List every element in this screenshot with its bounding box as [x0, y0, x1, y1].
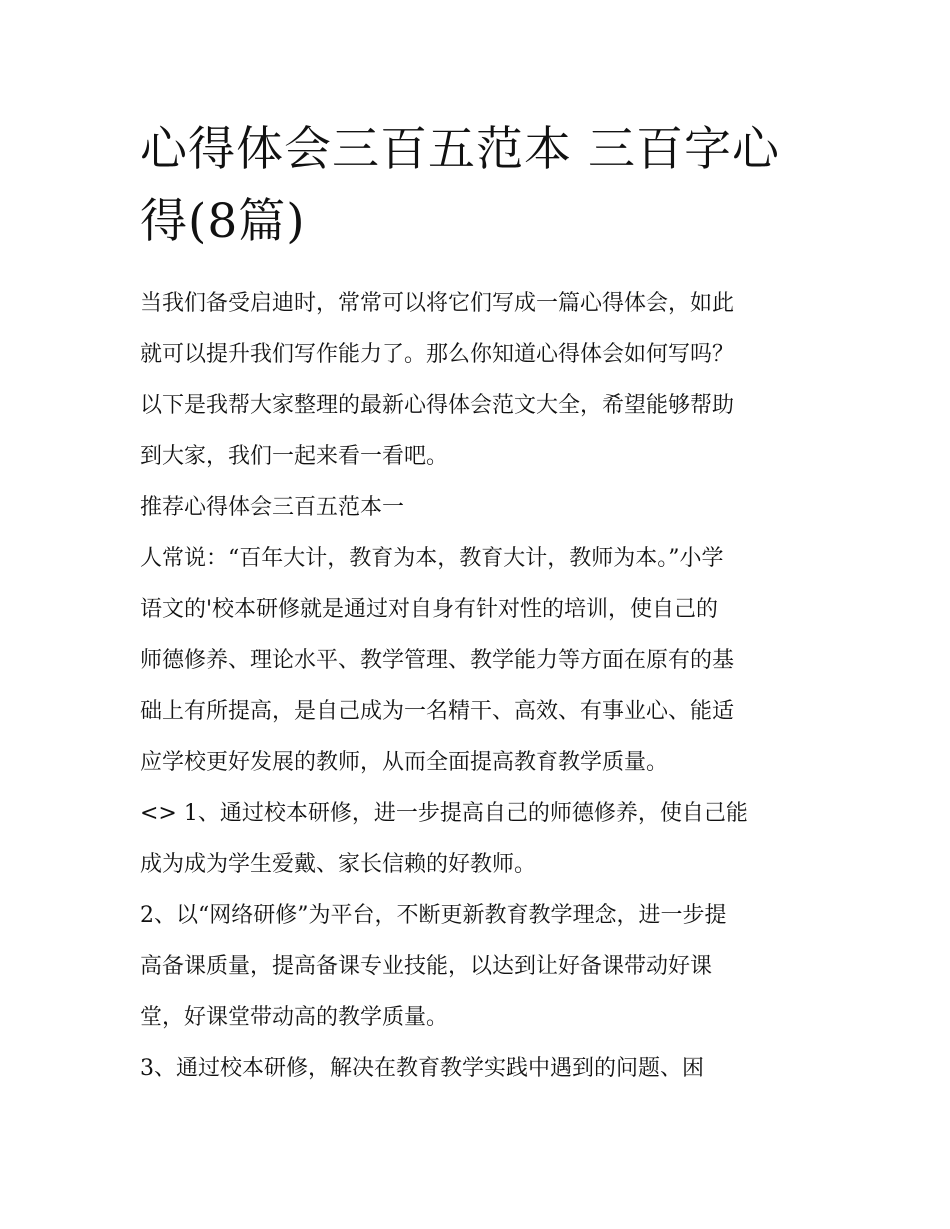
intro-paragraph [140, 278, 815, 482]
text-line: 础上有所提高，是自己成为一名精干、高效、有事业心、能适 [140, 699, 735, 724]
text-line: 就可以提升我们写作能力了。那么你知道心得体会如何写吗？ [140, 342, 735, 367]
body-paragraph [140, 533, 815, 788]
text-line: 语文的'校本研修就是通过对自身有针对性的培训，使自己的 [140, 597, 719, 622]
list-item [140, 788, 815, 890]
text-line: 人常说：“百年大计，教育为本，教育大计，教师为本。”小学 [140, 546, 724, 571]
document-title [140, 114, 815, 258]
text-line: 推荐心得体会三百五范本一 [140, 495, 405, 520]
title-line: 心得体会三百五范本 三百字心 [140, 122, 780, 177]
text-line: <> 1、通过校本研修，进一步提高自己的师德修养，使自己能 [140, 801, 748, 826]
text-line: 应学校更好发展的教师，从而全面提高教育教学质量。 [140, 750, 669, 775]
document-page [140, 114, 815, 1094]
section-heading [140, 482, 815, 533]
list-item [140, 1043, 815, 1094]
text-line: 师德修养、理论水平、教学管理、教学能力等方面在原有的基 [140, 648, 735, 673]
text-line: 高备课质量，提高备课专业技能，以达到让好备课带动好课 [140, 954, 713, 979]
text-line: 3、通过校本研修，解决在教育教学实践中遇到的问题、困 [140, 1056, 704, 1081]
text-line: 2、以“网络研修”为平台，不断更新教育教学理念，进一步提 [140, 903, 727, 928]
list-item [140, 890, 815, 1043]
text-line: 堂，好课堂带动高的教学质量。 [140, 1005, 449, 1030]
text-line: 成为成为学生爱戴、家长信赖的好教师。 [140, 852, 537, 877]
title-line: 得(8篇) [140, 194, 306, 249]
document-body [140, 278, 815, 1094]
text-line: 到大家，我们一起来看一看吧。 [140, 444, 449, 469]
text-line: 以下是我帮大家整理的最新心得体会范文大全，希望能够帮助 [140, 393, 735, 418]
text-line: 当我们备受启迪时，常常可以将它们写成一篇心得体会，如此 [140, 291, 735, 316]
